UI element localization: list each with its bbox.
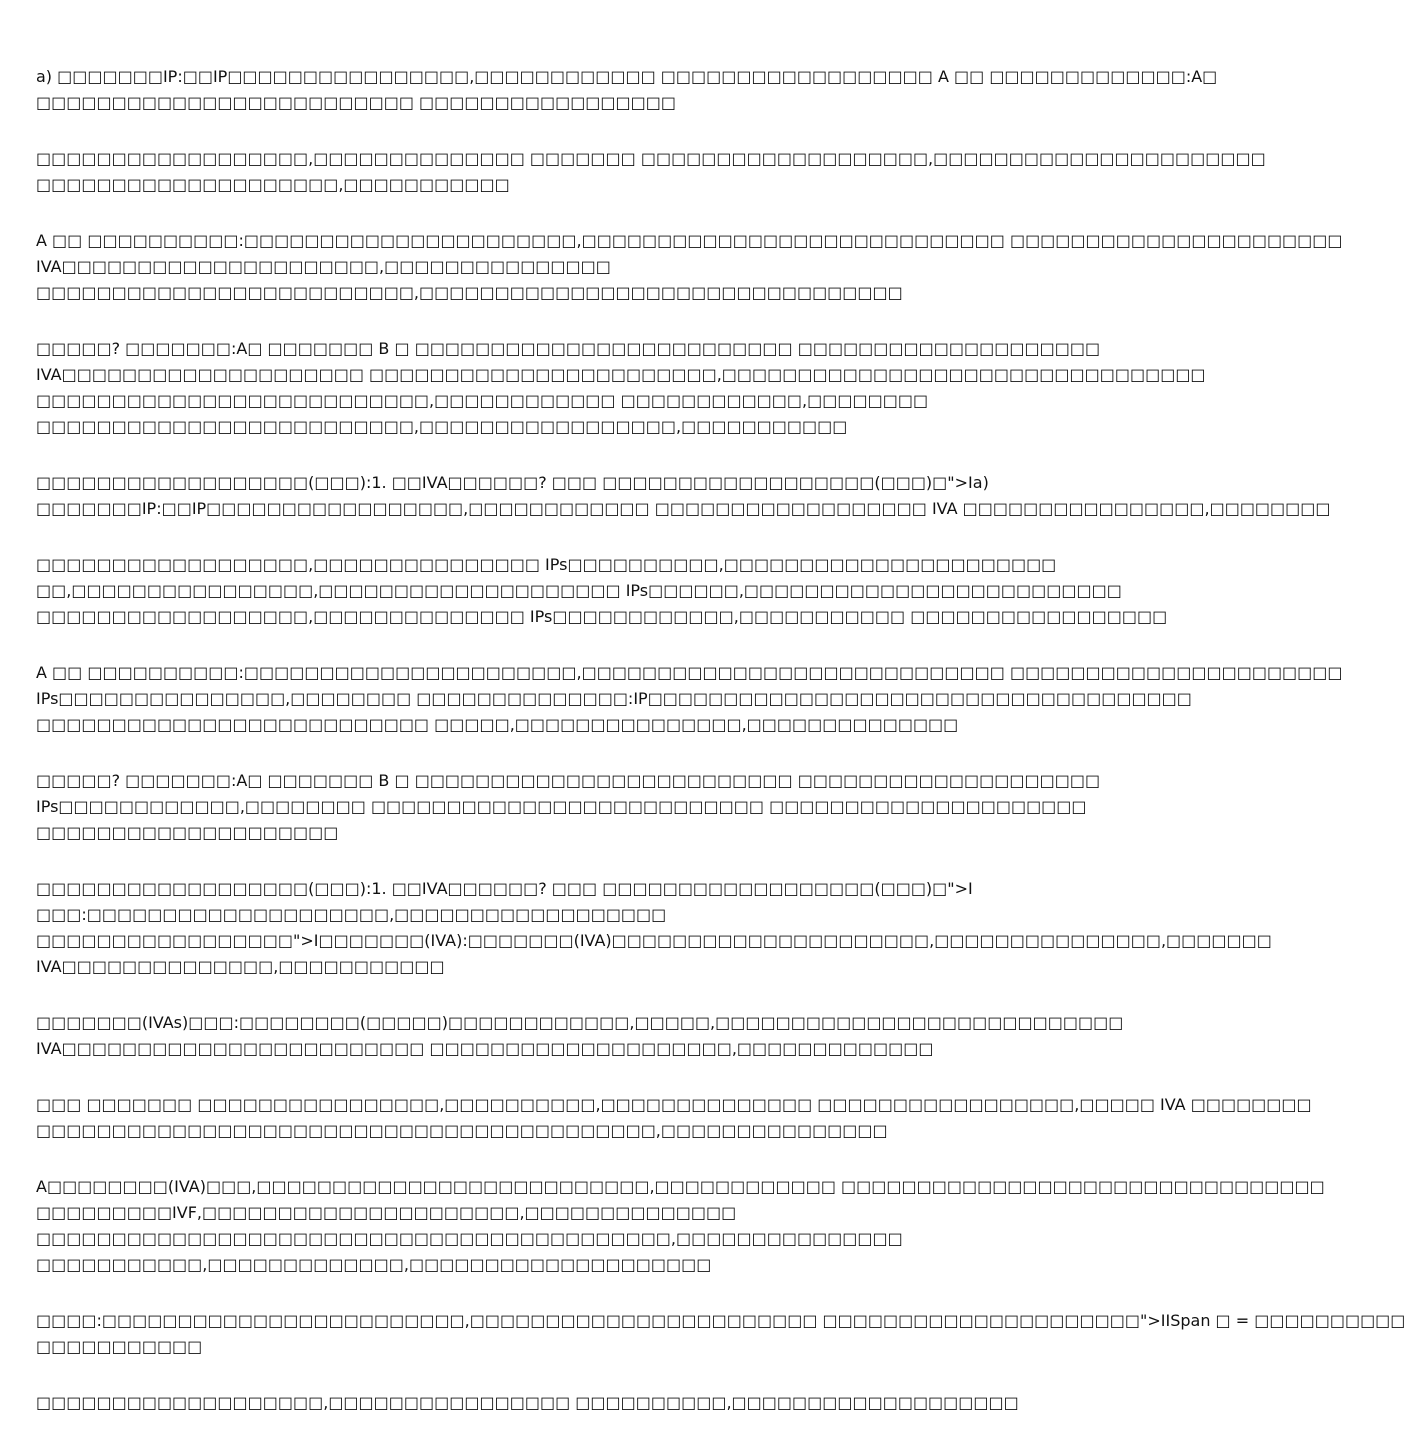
- text-line: □□□□□□□□□□□□□□□□□□□□□□□□□ □□□□□□□□□□□□□□□□□: [36, 93, 677, 112]
- text-line: □□□□□□□□□□□□□□□□□□□□□□□□□□□□□□□□□□□□□□□□□□,□□□□□□□□□□□□□□□: [36, 1229, 903, 1248]
- text-line: □□□□□□□□□IVF,□□□□□□□□□□□□□□□□□□□□□,□□□□□□□□□□□□□□: [36, 1203, 737, 1222]
- paragraph-3: [36, 228, 1343, 306]
- text-line: □□□□□? □□□□□□□:A□ □□□□□□□ B □ □□□□□□□□□□□□□□□□□□□□□□□□□ □□□□□□□□□□□□□□□□□□□□: [36, 339, 1101, 358]
- text-line: □□□□□□□□□□□□□□□□□□,□□□□□□□□□□□□□□ □□□□□□□ □□□□□□□□□□□□□□□□□□□,□□□□□□□□□□□□□□□□□□□□□□: [36, 149, 1266, 168]
- paragraph-8: [36, 768, 1101, 846]
- text-line: a) □□□□□□□IP:□□IP□□□□□□□□□□□□□□□□,□□□□□□□□□□□□ □□□□□□□□□□□□□□□□□□ A □□ □□□□□□□□□□□□□:A□: [36, 67, 1218, 86]
- text-line: □□□□□□□□□□□□□□□□□□□,□□□□□□□□□□□□□□□□ □□□□□□□□□□,□□□□□□□□□□□□□□□□□□□: [36, 1393, 1019, 1412]
- text-line: □□□□□□□□□□□□□□□□□□,□□□□□□□□□□□□□□□ IPs□□□□□□□□□□,□□□□□□□□□□□□□□□□□□□□□□: [36, 555, 1057, 574]
- text-line: □□□□□□□□□□□□□□□□□□□□□□□□□□ □□□□□,□□□□□□□□□□□□□□□,□□□□□□□□□□□□□□: [36, 715, 959, 734]
- text-line: A □□ □□□□□□□□□□:□□□□□□□□□□□□□□□□□□□□□□,□□□□□□□□□□□□□□□□□□□□□□□□□□□□ □□□□□□□□□□□□□□□□□□□□□□: [36, 231, 1343, 250]
- paragraph-6: [36, 552, 1168, 630]
- text-line: □□□:□□□□□□□□□□□□□□□□□□□□,□□□□□□□□□□□□□□□□□□: [36, 905, 667, 924]
- text-line: □□□□□□□□□□□□□□□□□□□□: [36, 823, 339, 842]
- text-line: IVA□□□□□□□□□□□□□□□□□□□□ □□□□□□□□□□□□□□□□□□□□□□□,□□□□□□□□□□□□□□□□□□□□□□□□□□□□□□□□: [36, 365, 1206, 384]
- text-line: □□□□□□□□□□□□□□□□□□(□□□):1. □□IVA□□□□□□? □□□ □□□□□□□□□□□□□□□□□□(□□□)□">I: [36, 879, 973, 898]
- text-line: □□□□□□□□□□□□□□□□□□□□□□□□□,□□□□□□□□□□□□□□□□□□□□□□□□□□□□□□□□: [36, 283, 903, 302]
- text-line: □□□□□□□□□□□□□□□□□">I□□□□□□□(IVA):□□□□□□□(IVA)□□□□□□□□□□□□□□□□□□□□□,□□□□□□□□□□□□□□□,□□□□□□□: [36, 931, 1272, 950]
- text-line: □□□□□□□□□□□: [36, 1337, 203, 1356]
- text-line: IVA□□□□□□□□□□□□□□□□□□□□□□□□ □□□□□□□□□□□□□□□□□□□□,□□□□□□□□□□□□□: [36, 1039, 934, 1058]
- text-line: □□□□□□□□□□□□□□□□□□□□□□□□□,□□□□□□□□□□□□□□□□□,□□□□□□□□□□□: [36, 417, 848, 436]
- text-line: IPs□□□□□□□□□□□□,□□□□□□□□ □□□□□□□□□□□□□□□□□□□□□□□□□□ □□□□□□□□□□□□□□□□□□□□□: [36, 797, 1087, 816]
- paragraph-13: [36, 1308, 1405, 1360]
- text-line: □□□□□□□□□□□□□□□□□□□□,□□□□□□□□□□□: [36, 175, 510, 194]
- text-line: IVA□□□□□□□□□□□□□□□□□□□□□,□□□□□□□□□□□□□□□: [36, 257, 611, 276]
- paragraph-12: [36, 1174, 1325, 1278]
- text-line: □□□□□□□□□□□□□□□□□□(□□□):1. □□IVA□□□□□□? □□□ □□□□□□□□□□□□□□□□□□(□□□)□">Ia): [36, 473, 989, 492]
- text-line: IPs□□□□□□□□□□□□□□□,□□□□□□□□ □□□□□□□□□□□□□□:IP□□□□□□□□□□□□□□□□□□□□□□□□□□□□□□□□□□□□: [36, 689, 1192, 708]
- text-line: A □□ □□□□□□□□□□:□□□□□□□□□□□□□□□□□□□□□□,□□□□□□□□□□□□□□□□□□□□□□□□□□□□ □□□□□□□□□□□□□□□□□□□□□□: [36, 663, 1343, 682]
- text-line: □□□□□□□IP:□□IP□□□□□□□□□□□□□□□□□,□□□□□□□□□□□□ □□□□□□□□□□□□□□□□□□ IVA □□□□□□□□□□□□□□□□,□□□□□□□□: [36, 499, 1331, 518]
- paragraph-4: [36, 336, 1206, 440]
- paragraph-5: [36, 470, 1331, 522]
- paragraph-14: [36, 1390, 1019, 1416]
- text-line: □□□□□□□□□□□□□□□□□□□□□□□□□□□□□□□□□□□□□□□□□,□□□□□□□□□□□□□□□: [36, 1121, 888, 1140]
- text-line: □□□□□□□□□□□□□□□□□□,□□□□□□□□□□□□□□ IPs□□□□□□□□□□□□,□□□□□□□□□□□ □□□□□□□□□□□□□□□□□: [36, 607, 1168, 626]
- text-line: □□□□:□□□□□□□□□□□□□□□□□□□□□□□□,□□□□□□□□□□□□□□□□□□□□□□□ □□□□□□□□□□□□□□□□□□□□□">IISpan □ = □□□□□□□□□□: [36, 1311, 1405, 1330]
- paragraph-9: [36, 876, 1272, 980]
- text-line: □□□ □□□□□□□ □□□□□□□□□□□□□□□□,□□□□□□□□□□,□□□□□□□□□□□□□□ □□□□□□□□□□□□□□□□□,□□□□□ IVA □□□□□□□□: [36, 1095, 1312, 1114]
- text-line: IVA□□□□□□□□□□□□□□,□□□□□□□□□□□: [36, 957, 445, 976]
- paragraph-7: [36, 660, 1343, 738]
- text-line: A□□□□□□□□(IVA)□□□,□□□□□□□□□□□□□□□□□□□□□□□□□□,□□□□□□□□□□□□ □□□□□□□□□□□□□□□□□□□□□□□□□□□□□□□□: [36, 1177, 1325, 1196]
- paragraph-2: [36, 146, 1266, 198]
- paragraph-10: [36, 1010, 1124, 1062]
- paragraph-1: [36, 64, 1218, 116]
- text-line: □□□□□□□□□□□,□□□□□□□□□□□□□,□□□□□□□□□□□□□□□□□□□□: [36, 1255, 712, 1274]
- text-line: □□□□□? □□□□□□□:A□ □□□□□□□ B □ □□□□□□□□□□□□□□□□□□□□□□□□□ □□□□□□□□□□□□□□□□□□□□: [36, 771, 1101, 790]
- text-line: □□,□□□□□□□□□□□□□□□□,□□□□□□□□□□□□□□□□□□□□ IPs□□□□□□,□□□□□□□□□□□□□□□□□□□□□□□□□: [36, 581, 1122, 600]
- text-line: □□□□□□□(IVAs)□□□:□□□□□□□□(□□□□□)□□□□□□□□□□□□,□□□□□,□□□□□□□□□□□□□□□□□□□□□□□□□□□: [36, 1013, 1124, 1032]
- text-line: □□□□□□□□□□□□□□□□□□□□□□□□□□,□□□□□□□□□□□□ □□□□□□□□□□□□,□□□□□□□□: [36, 391, 929, 410]
- paragraph-11: [36, 1092, 1312, 1144]
